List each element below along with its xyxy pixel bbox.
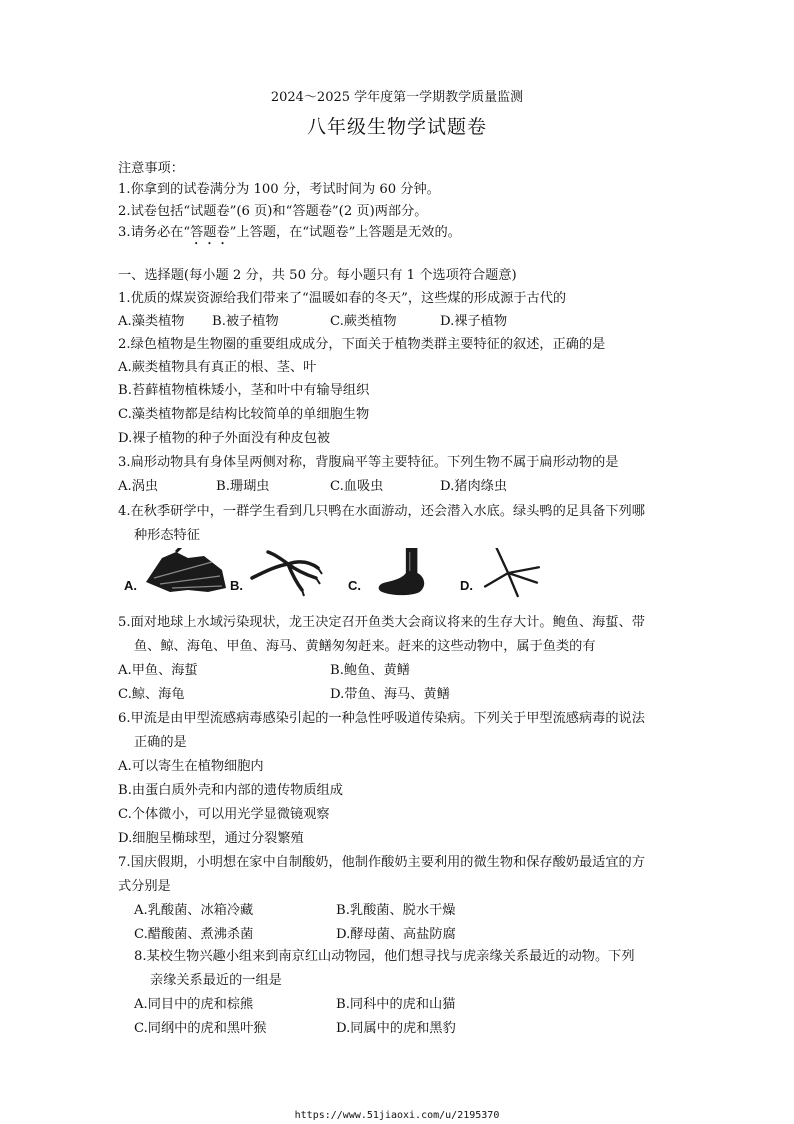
q7-stem-line-1: 7.国庆假期，小明想在家中自制酸奶，他制作酸奶主要利用的微生物和保存酸奶最适宜的方 — [118, 855, 645, 870]
webbed-foot-icon — [142, 548, 228, 598]
exam-title: 八年级生物学试题卷 — [306, 116, 487, 138]
exam-subtitle: 2024～2025 学年度第一学期教学质量监测 — [270, 90, 524, 105]
q1-stem: 1.优质的煤炭资源给我们带来了“温暖如春的冬天”，这些煤的形成源于古代的 — [118, 291, 567, 306]
q4-option-b-label: B. — [230, 578, 243, 593]
q3-option-b: B.珊瑚虫 — [216, 479, 270, 494]
q6-option-c: C.个体微小，可以用光学显微镜观察 — [118, 807, 330, 822]
q6-option-d: D.细胞呈椭球型，通过分裂繁殖 — [118, 831, 304, 846]
q4-option-c-label: C. — [348, 578, 361, 593]
notes-heading: 注意事项： — [118, 161, 184, 176]
note-3-emphasis: 答题卷 — [190, 225, 230, 240]
footer-url[interactable]: https://www.51jiaoxi.com/u/2195370 — [294, 1110, 500, 1121]
q7-option-a: A.乳酸菌、冰箱冷藏 — [134, 903, 254, 918]
q3-stem: 3.扁形动物具有身体呈两侧对称，背腹扁平等主要特征。下列生物不属于扁形动物的是 — [118, 455, 619, 470]
note-3 — [118, 224, 461, 248]
q5-stem-line-1: 5.面对地球上水域污染现状，龙王决定召开鱼类大会商议将来的生存大计。鲍鱼、海蜇、带 — [118, 615, 645, 630]
q2-option-b: B.苔藓植物植株矮小，茎和叶中有输导组织 — [118, 383, 370, 398]
q1-option-a: A.藻类植物 — [118, 314, 185, 329]
raptor-foot-icon — [372, 548, 432, 598]
q3-option-c: C.血吸虫 — [330, 479, 384, 494]
q4-option-d-label: D. — [460, 578, 473, 593]
note-3-part-a: 3.请务必在“ — [118, 225, 191, 240]
q1-option-d: D.裸子植物 — [440, 314, 508, 329]
grasping-claw-icon — [246, 548, 326, 598]
q3-option-d: D.猪肉绦虫 — [440, 479, 508, 494]
q5-option-d: D.带鱼、海马、黄鳝 — [330, 687, 450, 702]
q5-option-b: B.鲍鱼、黄鳝 — [330, 663, 410, 678]
q8-stem-line-2: 亲缘关系最近的一组是 — [150, 973, 282, 988]
note-2: 2.试卷包括“试题卷”(6 页)和“答题卷”(2 页)两部分。 — [118, 204, 428, 219]
q8-option-c: C.同纲中的虎和黑叶猴 — [134, 1021, 267, 1036]
q5-stem-line-2: 鱼、鲸、海龟、甲鱼、海马、黄鳝匆匆赶来。赶来的这些动物中，属于鱼类的有 — [134, 639, 596, 654]
q6-stem-line-1: 6.甲流是由甲型流感病毒感染引起的一种急性呼吸道传染病。下列关于甲型流感病毒的说法 — [118, 711, 645, 726]
q6-option-a: A.可以寄生在植物细胞内 — [118, 759, 264, 774]
perching-foot-icon — [478, 548, 544, 598]
q2-option-a: A.蕨类植物具有真正的根、茎、叶 — [118, 360, 317, 375]
q8-option-b: B.同科中的虎和山猫 — [336, 997, 456, 1012]
q8-option-d: D.同属中的虎和黑豹 — [336, 1021, 456, 1036]
note-1: 1.你拿到的试卷满分为 100 分，考试时间为 60 分钟。 — [118, 182, 440, 197]
q1-option-b: B.被子植物 — [212, 314, 279, 329]
q2-stem: 2.绿色植物是生物圈的重要组成成分，下面关于植物类群主要特征的叙述，正确的是 — [118, 337, 606, 352]
q7-option-b: B.乳酸菌、脱水干燥 — [336, 903, 456, 918]
q1-option-c: C.蕨类植物 — [330, 314, 397, 329]
note-3-part-c: ”上答题，在“试题卷”上答题是无效的。 — [229, 225, 461, 240]
q2-option-c: C.藻类植物都是结构比较简单的单细胞生物 — [118, 407, 370, 422]
q3-option-a: A.涡虫 — [118, 479, 159, 494]
q4-stem-line-2: 种形态特征 — [134, 528, 200, 543]
q7-option-d: D.酵母菌、高盐防腐 — [336, 927, 456, 942]
q5-option-a: A.甲鱼、海蜇 — [118, 663, 198, 678]
q4-stem-line-1: 4.在秋季研学中，一群学生看到几只鸭在水面游动，还会潜入水底。绿头鸭的足具备下列哪 — [118, 504, 645, 519]
q8-stem-line-1: 8.某校生物兴趣小组来到南京红山动物园，他们想寻找与虎亲缘关系最近的动物。下列 — [134, 949, 635, 964]
q5-option-c: C.鲸、海龟 — [118, 687, 185, 702]
q6-stem-line-2: 正确的是 — [134, 735, 187, 750]
q7-option-c: C.醋酸菌、煮沸杀菌 — [134, 927, 254, 942]
q2-option-d: D.裸子植物的种子外面没有种皮包被 — [118, 431, 331, 446]
q4-option-a-label: A. — [124, 578, 137, 593]
q7-stem-line-2: 式分别是 — [118, 879, 171, 894]
section-heading: 一、选择题(每小题 2 分，共 50 分。每小题只有 1 个选项符合题意) — [118, 268, 517, 283]
q8-option-a: A.同目中的虎和棕熊 — [134, 997, 254, 1012]
q6-option-b: B.由蛋白质外壳和内部的遗传物质组成 — [118, 783, 343, 798]
